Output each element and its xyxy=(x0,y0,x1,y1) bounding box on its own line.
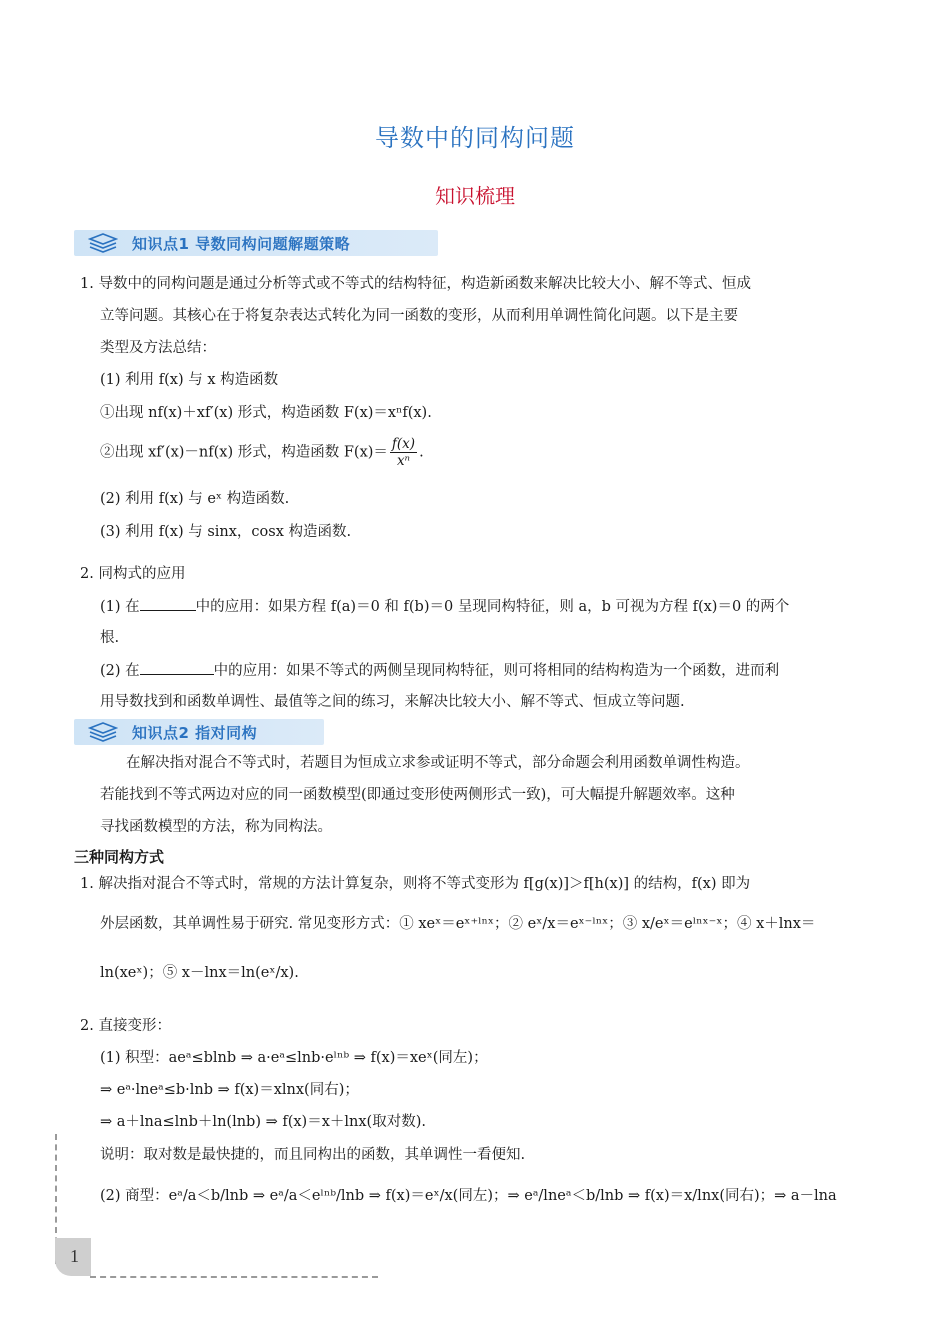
product-type-line-1: (1) 积型：aeᵃ≤blnb ⇒ a·eᵃ≤lnb·eˡⁿᵇ ⇒ f(x)＝xeˣ(同左)； xyxy=(100,1050,488,1066)
layers-icon xyxy=(88,722,118,742)
intro-line-3: 类型及方法总结： xyxy=(100,340,216,356)
direct-transform-heading: 2. 直接变形： xyxy=(80,1018,171,1034)
application-a-cont: 根. xyxy=(100,630,120,646)
item-1: (1) 利用 f(x) 与 x 构造函数 xyxy=(100,372,279,388)
page-border-horizontal xyxy=(90,1276,378,1278)
item-1a: ①出现 nf(x)＋xf′(x) 形式，构造函数 F(x)＝xⁿf(x). xyxy=(100,405,432,421)
fraction-fx-over-xn xyxy=(390,436,417,469)
banner-1-label: 知识点1 导数同构问题解题策略 xyxy=(132,235,351,253)
application-a-text: 中的应用：如果方程 f(a)＝0 和 f(b)＝0 呈现同构特征，则 a，b 可视为方程 f(x)＝0 的两个 xyxy=(195,599,790,615)
application-b-prefix: (2) 在 xyxy=(100,663,140,679)
methods-line-2: 外层函数，其单调性易于研究. 常见变形方式：① xeˣ＝eˣ⁺ˡⁿˣ；② eˣ/x＝eˣ⁻ˡⁿˣ；③ x/eˣ＝eˡⁿˣ⁻ˣ；④ x＋lnx＝ xyxy=(100,916,816,932)
page-title: 导数中的同构问题 xyxy=(375,124,575,152)
banner-2-label: 知识点2 指对同构 xyxy=(132,724,258,742)
item-2: (2) 利用 f(x) 与 eˣ 构造函数. xyxy=(100,491,290,507)
item-3: (3) 利用 f(x) 与 sinx，cosx 构造函数. xyxy=(100,524,352,540)
application-heading: 2. 同构式的应用 xyxy=(80,566,186,582)
item-1b-text: ②出现 xf′(x)－nf(x) 形式，构造函数 F(x)＝ xyxy=(100,444,388,461)
kp2-line-3: 寻找函数模型的方法，称为同构法。 xyxy=(100,819,332,835)
methods-line-1: 1. 解决指对混合不等式时，常规的方法计算复杂，则将不等式变形为 f[g(x)]＞f[h(x)] 的结构，f(x) 即为 xyxy=(80,876,751,892)
product-type-line-2: ⇒ eᵃ·lneᵃ≤b·lnb ⇒ f(x)＝xlnx(同右)； xyxy=(100,1082,359,1098)
item-1b: ②出现 xf′(x)－nf(x) 形式，构造函数 F(x)＝ $\frac{f(x)}{\text{xⁿ}}$ . xyxy=(100,436,424,469)
layers-icon xyxy=(88,233,118,253)
quotient-type-line: (2) 商型：eᵃ/a＜b/lnb ⇒ eᵃ/a＜eˡⁿᵇ/lnb ⇒ f(x)＝eˣ/x(同左)；⇒ eᵃ/lneᵃ＜b/lnb ⇒ f(x)＝x/lnx(同右)；⇒ a－lna xyxy=(100,1188,837,1204)
application-b xyxy=(100,660,779,681)
kp2-line-1: 在解决指对混合不等式时，若题目为恒成立求参或证明不等式，部分命题会利用函数单调性构造。 xyxy=(126,755,750,771)
application-b-cont: 用导数找到和函数单调性、最值等之间的练习，来解决比较大小、解不等式、恒成立等问题. xyxy=(100,694,685,710)
fill-blank-1 xyxy=(140,596,196,611)
page-number: 1 xyxy=(70,1246,79,1266)
kp2-line-2: 若能找到不等式两边对应的同一函数模型(即通过变形使两侧形式一致)，可大幅提升解题效率。这种 xyxy=(100,787,735,803)
section-subtitle: 知识梳理 xyxy=(435,184,515,208)
fraction-denominator: xⁿ xyxy=(396,453,411,469)
knowledge-point-1-banner xyxy=(74,230,438,256)
three-methods-heading: 三种同构方式 xyxy=(74,848,165,866)
note-line: 说明：取对数是最快捷的，而且同构出的函数，其单调性一看便知. xyxy=(100,1147,526,1163)
methods-line-3: ln(xeˣ)；⑤ x－lnx＝ln(eˣ/x). xyxy=(100,965,299,981)
application-b-text: 中的应用：如果不等式的两侧呈现同构特征，则可将相同的结构构造为一个函数，进而利 xyxy=(213,663,780,679)
application-a xyxy=(100,596,789,617)
intro-line-1: 1. 导数中的同构问题是通过分析等式或不等式的结构特征，构造新函数来解决比较大小、解不等式、恒成 xyxy=(80,276,751,292)
intro-line-2: 立等问题。其核心在于将复杂表达式转化为同一函数的变形，从而利用单调性简化问题。以下是主要 xyxy=(100,308,738,324)
application-a-prefix: (1) 在 xyxy=(100,599,140,615)
fraction-numerator: f(x) xyxy=(391,436,416,452)
fill-blank-2 xyxy=(140,660,214,675)
product-type-line-3: ⇒ a＋lna≤lnb＋ln(lnb) ⇒ f(x)＝x＋lnx(取对数). xyxy=(100,1114,426,1130)
knowledge-point-2-banner xyxy=(74,719,324,745)
